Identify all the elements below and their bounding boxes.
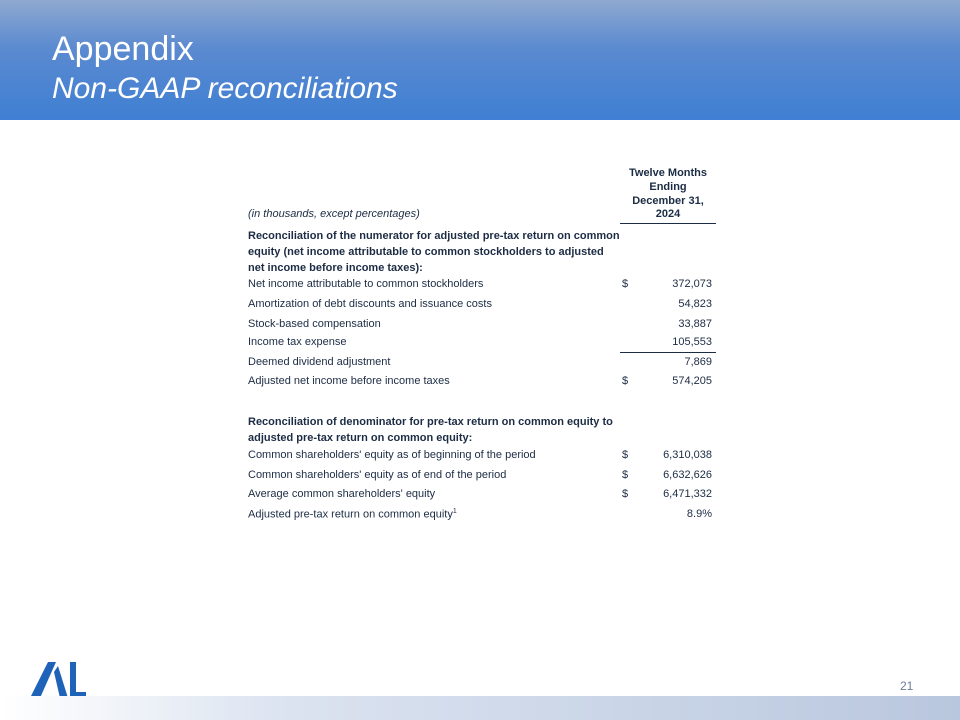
table-row-total xyxy=(246,375,716,391)
row-label: Adjusted net income before income taxes xyxy=(248,375,450,387)
table-row xyxy=(246,278,716,294)
period-header xyxy=(620,166,716,208)
page-subtitle: Non-GAAP reconciliations xyxy=(52,72,398,105)
row-label: Income tax expense xyxy=(248,336,347,348)
row-value: 372,073 xyxy=(672,278,712,290)
row-value: 7,869 xyxy=(684,356,712,368)
footer-bar xyxy=(0,696,960,720)
row-label-text: Adjusted pre-tax return on common equity xyxy=(248,508,453,521)
table-row xyxy=(246,469,716,485)
logo-letter-l xyxy=(70,662,86,698)
page-number: 21 xyxy=(900,679,914,693)
header-banner xyxy=(0,0,960,120)
period-header-line-2: Ending xyxy=(649,181,687,193)
subtotal-rule xyxy=(620,352,716,353)
table-row xyxy=(246,336,716,352)
row-label: Stock-based compensation xyxy=(248,318,381,330)
page-title: Appendix xyxy=(52,30,194,68)
row-value: 574,205 xyxy=(672,375,712,387)
row-currency: $ xyxy=(622,278,629,290)
table-row xyxy=(246,318,716,334)
logo-letter-a-leg xyxy=(54,666,68,698)
table-row xyxy=(246,356,716,372)
row-value: 6,632,626 xyxy=(663,469,712,481)
table-row xyxy=(246,298,716,314)
row-label: Net income attributable to common stockholders xyxy=(248,278,484,290)
row-label: Deemed dividend adjustment xyxy=(248,356,391,368)
footnote-marker: 1 xyxy=(452,508,457,515)
units-note: (in thousands, except percentages) xyxy=(248,208,420,220)
row-label: Average common shareholders' equity xyxy=(248,488,436,500)
row-label: Common shareholders' equity as of end of the period xyxy=(248,469,507,481)
table-row xyxy=(246,508,716,524)
row-value: 8.9% xyxy=(686,508,712,520)
table-row xyxy=(246,449,716,465)
header-underline xyxy=(620,223,716,224)
period-header-line-3: December 31, xyxy=(632,195,704,207)
row-value: 105,553 xyxy=(672,336,712,348)
year-header: 2024 xyxy=(655,208,681,220)
row-currency: $ xyxy=(622,375,629,387)
logo-letter-a xyxy=(30,662,56,698)
section-2-title: Reconciliation of denominator for pre-tax return on common equity to adjusted pre-tax return on common equity: xyxy=(248,416,613,444)
period-header-line-1: Twelve Months xyxy=(628,167,708,179)
row-currency: $ xyxy=(622,488,629,500)
row-value: 6,310,038 xyxy=(663,449,712,461)
row-label: Amortization of debt discounts and issuance costs xyxy=(248,298,492,310)
section-1-title: Reconciliation of the numerator for adjusted pre-tax return on common equity (net income attributable to common stockholders to adjusted net income before income taxes): xyxy=(248,230,620,274)
row-value: 54,823 xyxy=(678,298,712,310)
row-label xyxy=(248,508,457,521)
row-value: 33,887 xyxy=(678,318,712,330)
table-row xyxy=(246,488,716,504)
row-label: Common shareholders' equity as of beginning of the period xyxy=(248,449,536,461)
row-value: 6,471,332 xyxy=(663,488,712,500)
row-currency: $ xyxy=(622,469,629,481)
row-currency: $ xyxy=(622,449,629,461)
